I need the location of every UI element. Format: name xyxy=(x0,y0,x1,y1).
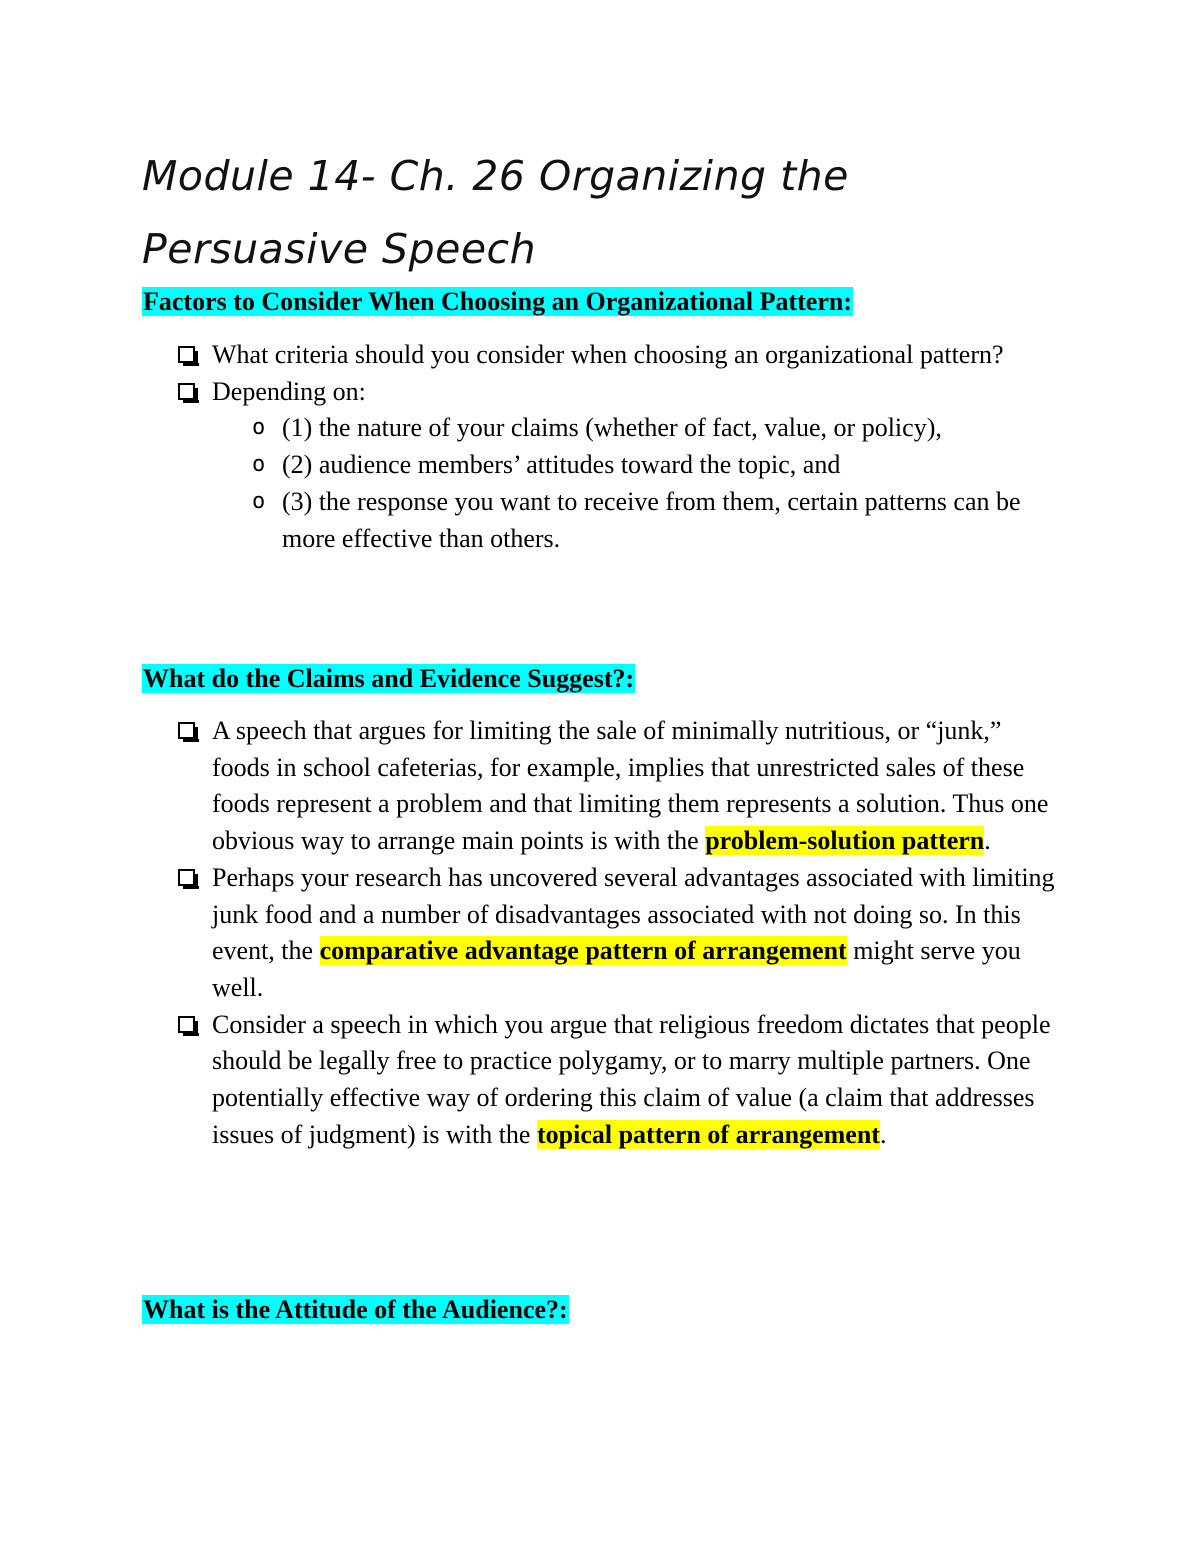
list-item-text: A speech that argues for limiting the sale of minimally nutritious, or “junk,” foods in school cafeterias, for example, implies that unrestricted sales of these foods represent a problem and that limiting them represents a solution. Thus one obvious way to arrange main points is with the xyxy=(212,716,1049,856)
sub-list-item xyxy=(212,447,1058,484)
section-heading-factors xyxy=(142,284,853,320)
list-item xyxy=(178,860,1058,1007)
heading-text: What is the Attitude of the Audience?: xyxy=(143,1295,568,1324)
list-item-text: What criteria should you consider when choosing an organizational pattern? xyxy=(212,340,1004,369)
circle-bullet-icon: o xyxy=(252,452,266,478)
checkbox-icon xyxy=(178,383,195,400)
list-item xyxy=(178,337,1058,374)
checkbox-icon xyxy=(178,869,195,886)
highlighted-term: problem-solution pattern xyxy=(705,826,985,856)
circle-bullet-icon: o xyxy=(252,488,266,514)
list-item-text: Consider a speech in which you argue that religious freedom dictates that people should be legally free to practice polygamy, or to marry multiple partners. One potentially effective way of ordering this claim of value (a claim that addresses issues of judgment) is with the xyxy=(212,1009,1051,1149)
highlighted-term: topical pattern of arrangement xyxy=(536,1119,880,1149)
page-title xyxy=(142,140,1042,286)
title-line-2: Persuasive Speech xyxy=(142,225,537,273)
list-item-text-end: . xyxy=(984,826,991,856)
heading-text: What do the Claims and Evidence Suggest?: xyxy=(143,664,635,693)
title-line-1: Module 14- Ch. 26 Organizing the xyxy=(142,152,849,200)
list-item-text: Depending on: xyxy=(212,376,366,406)
section-heading-attitude xyxy=(142,1292,569,1328)
sub-list-item xyxy=(212,410,1058,447)
highlighted-term: comparative advantage pattern of arrangement xyxy=(319,936,847,966)
list-item-text: Perhaps your research has uncovered several advantages associated with limiting junk food and a number of disadvantages associated with not doing so. In this event, the xyxy=(212,862,1055,966)
section-heading-claims xyxy=(142,661,635,697)
checkbox-icon xyxy=(178,1016,195,1033)
list-item xyxy=(178,1007,1058,1154)
sub-list-item xyxy=(212,484,1058,557)
sub-list xyxy=(212,410,1058,557)
sub-list-item-text: (1) the nature of your claims (whether of fact, value, or policy), xyxy=(282,413,942,443)
checkbox-icon xyxy=(178,346,195,363)
list-item xyxy=(178,713,1058,860)
factors-list xyxy=(178,337,1058,557)
list-item xyxy=(178,374,1058,558)
sub-list-item-text: (3) the response you want to receive from them, certain patterns can be more effective than others. xyxy=(282,486,1021,553)
checkbox-icon xyxy=(178,722,195,739)
list-item-text-end: . xyxy=(879,1119,887,1149)
list-item-text-end: might serve you well. xyxy=(212,936,1021,1002)
circle-bullet-icon: o xyxy=(252,415,266,441)
claims-list xyxy=(178,713,1058,1153)
heading-text: Factors to Consider When Choosing an Organizational Pattern: xyxy=(143,287,852,316)
sub-list-item-text: (2) audience members’ attitudes toward the topic, and xyxy=(282,450,841,480)
